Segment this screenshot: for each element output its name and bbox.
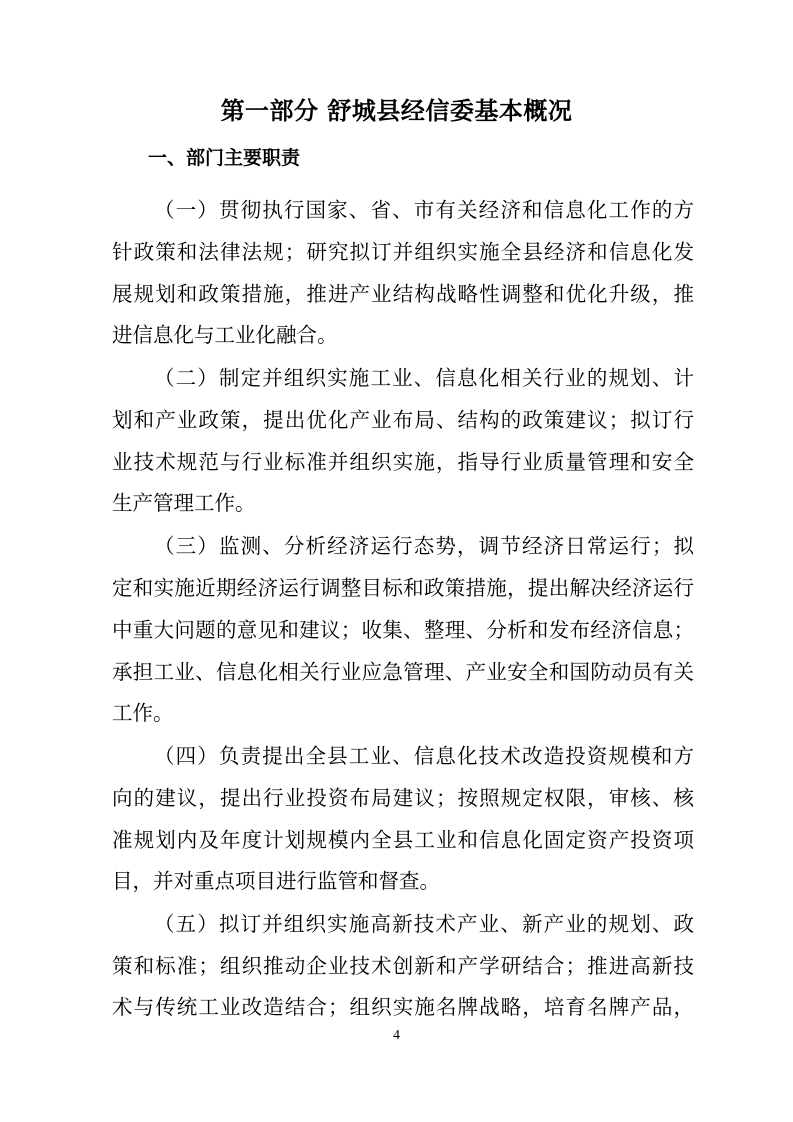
paragraph-line: 展规划和政策措施，推进产业结构战略性调整和优化升级，推 [112,282,694,306]
paragraph-line: 目，并对重点项目进行监管和督查。 [112,869,440,893]
paragraph-line: 定和实施近期经济运行调整目标和政策措施，提出解决经济运行 [112,576,694,600]
paragraph-line: 中重大问题的意见和建议；收集、整理、分析和发布经济信息； [112,618,694,642]
paragraph-line: 进信息化与工业化融合。 [112,323,338,347]
section-heading: 一、部门主要职责 [148,147,301,169]
paragraph-line: 生产管理工作。 [112,491,256,515]
paragraph-line: 向的建议，提出行业投资布局建议；按照规定权限，审核、核 [112,786,694,810]
paragraph-line: （五）拟订并组织实施高新技术产业、新产业的规划、政 [154,912,694,936]
paragraph-line: 业技术规范与行业标准并组织实施，指导行业质量管理和安全 [112,450,694,474]
paragraph-line: 划和产业政策，提出优化产业布局、结构的政策建议；拟订行 [112,408,694,432]
paragraph-line: （一）贯彻执行国家、省、市有关经济和信息化工作的方 [154,198,694,222]
paragraph-line: 准规划内及年度计划规模内全县工业和信息化固定资产投资项 [112,828,694,852]
paragraph-line: 策和标准；组织推动企业技术创新和产学研结合；推进高新技 [112,954,694,978]
paragraph-line: （二）制定并组织实施工业、信息化相关行业的规划、计 [154,366,694,390]
paragraph-line: 针政策和法律法规；研究拟订并组织实施全县经济和信息化发 [112,240,694,264]
paragraph-line: 工作。 [112,701,174,725]
page-number: 4 [393,1028,400,1043]
paragraph-line: （三）监测、分析经济运行态势，调节经济日常运行；拟 [154,534,694,558]
paragraph-line: （四）负责提出全县工业、信息化技术改造投资规模和方 [154,744,694,768]
paragraph-line: 术与传统工业改造结合；组织实施名牌战略，培育名牌产品， [112,995,694,1019]
paragraph-line: 承担工业、信息化相关行业应急管理、产业安全和国防动员有关 [112,660,694,684]
page-title: 第一部分 舒城县经信委基本概况 [220,97,573,125]
